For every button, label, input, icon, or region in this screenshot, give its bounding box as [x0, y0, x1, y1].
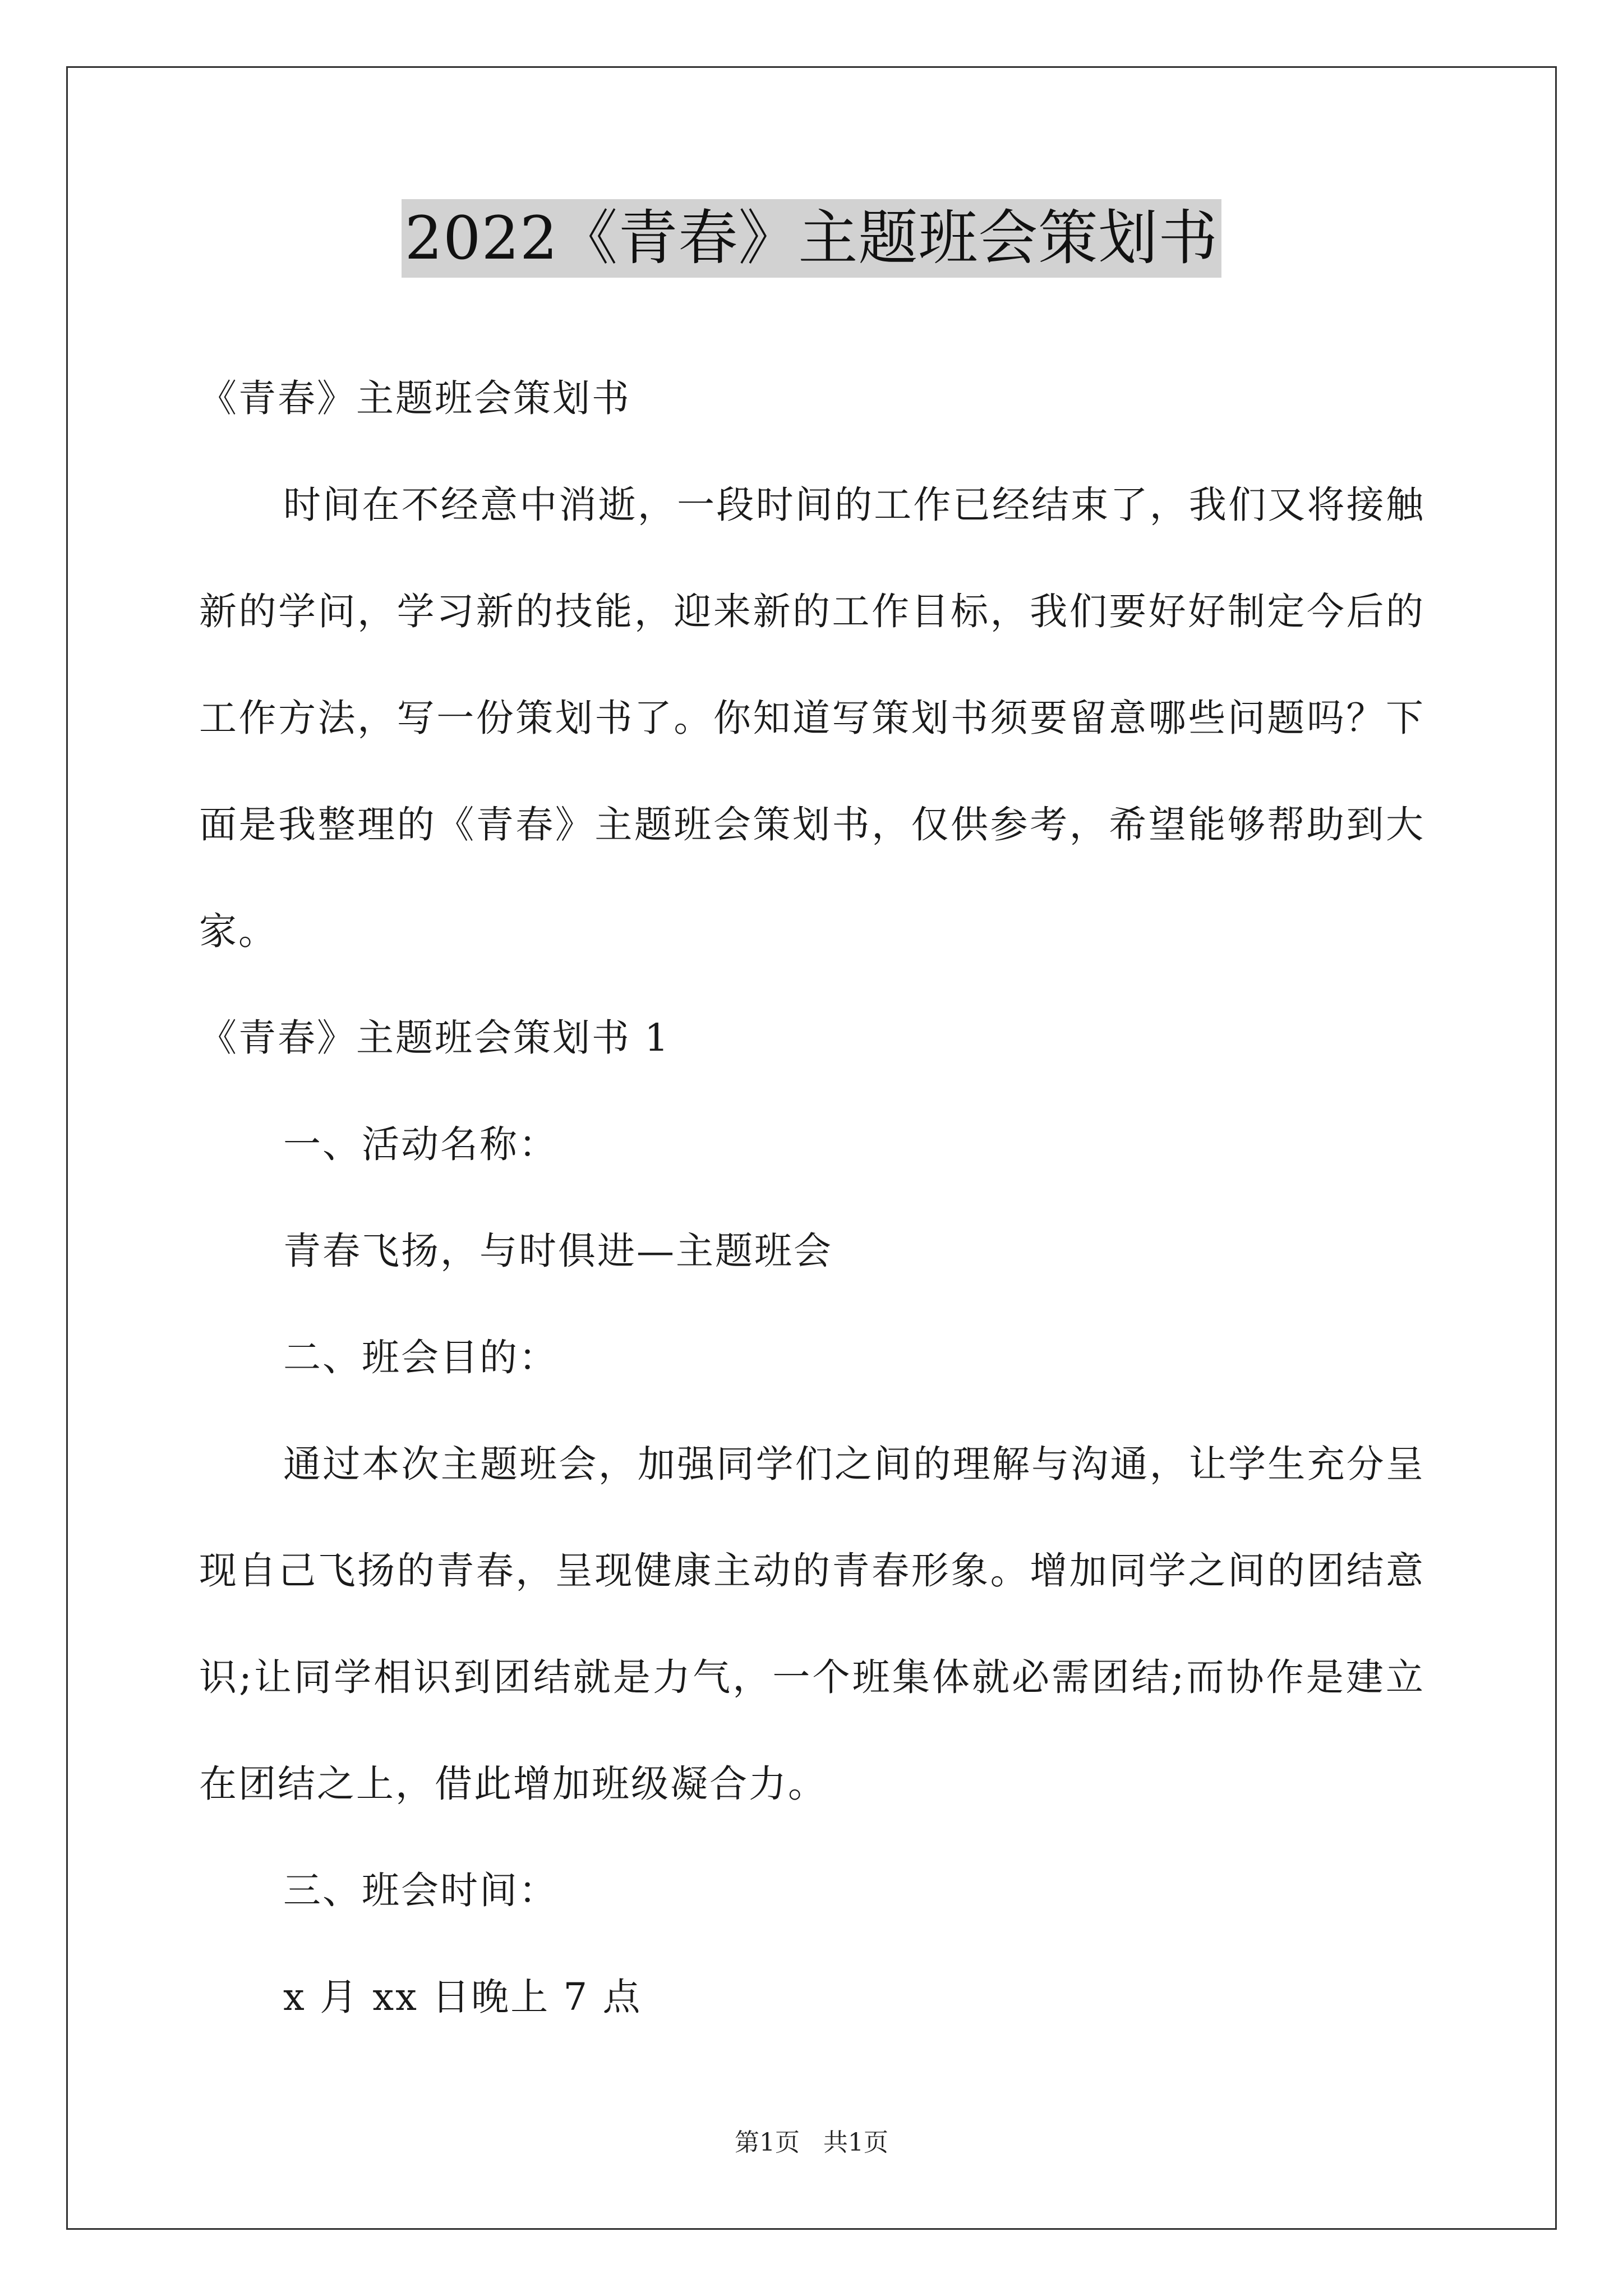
paragraph-section-heading: 《青春》主题班会策划书 1	[199, 1016, 670, 1060]
document-body	[199, 345, 1425, 2050]
paragraph-time-label: 三、班会时间：	[283, 1869, 558, 1912]
paragraph-activity-name-label: 一、活动名称：	[283, 1122, 558, 1166]
page-number: 第1页	[735, 2128, 800, 2157]
title-wrap	[0, 199, 1623, 278]
paragraph-intro: 时间在不经意中消逝，一段时间的工作已经结束了，我们又将接触新的学问，学习新的技能，迎来新的工作目标，我们要好好制定今后的工作方法，写一份策划书了。你知道写策划书须要留意哪些问题吗？下面是我整理的《青春》主题班会策划书，仅供参考，希望能够帮助到大家。	[199, 483, 1425, 953]
paragraph-purpose: 通过本次主题班会，加强同学们之间的理解与沟通，让学生充分呈现自己飞扬的青春，呈现健康主动的青春形象。增加同学之间的团结意识;让同学相识到团结就是力气，一个班集体就必需团结;而协作是建立在团结之上，借此增加班级凝合力。	[199, 1442, 1425, 1806]
document-title: 2022《青春》主题班会策划书	[402, 199, 1222, 278]
paragraph-activity-name: 青春飞扬，与时俱进—主题班会	[283, 1229, 833, 1273]
paragraph-subtitle: 《青春》主题班会策划书	[199, 376, 631, 420]
page-total: 共1页	[823, 2128, 888, 2157]
page-footer	[0, 2126, 1623, 2160]
paragraph-purpose-label: 二、班会目的：	[283, 1336, 558, 1379]
paragraph-time: x 月 xx 日晚上 7 点	[283, 1975, 642, 2019]
